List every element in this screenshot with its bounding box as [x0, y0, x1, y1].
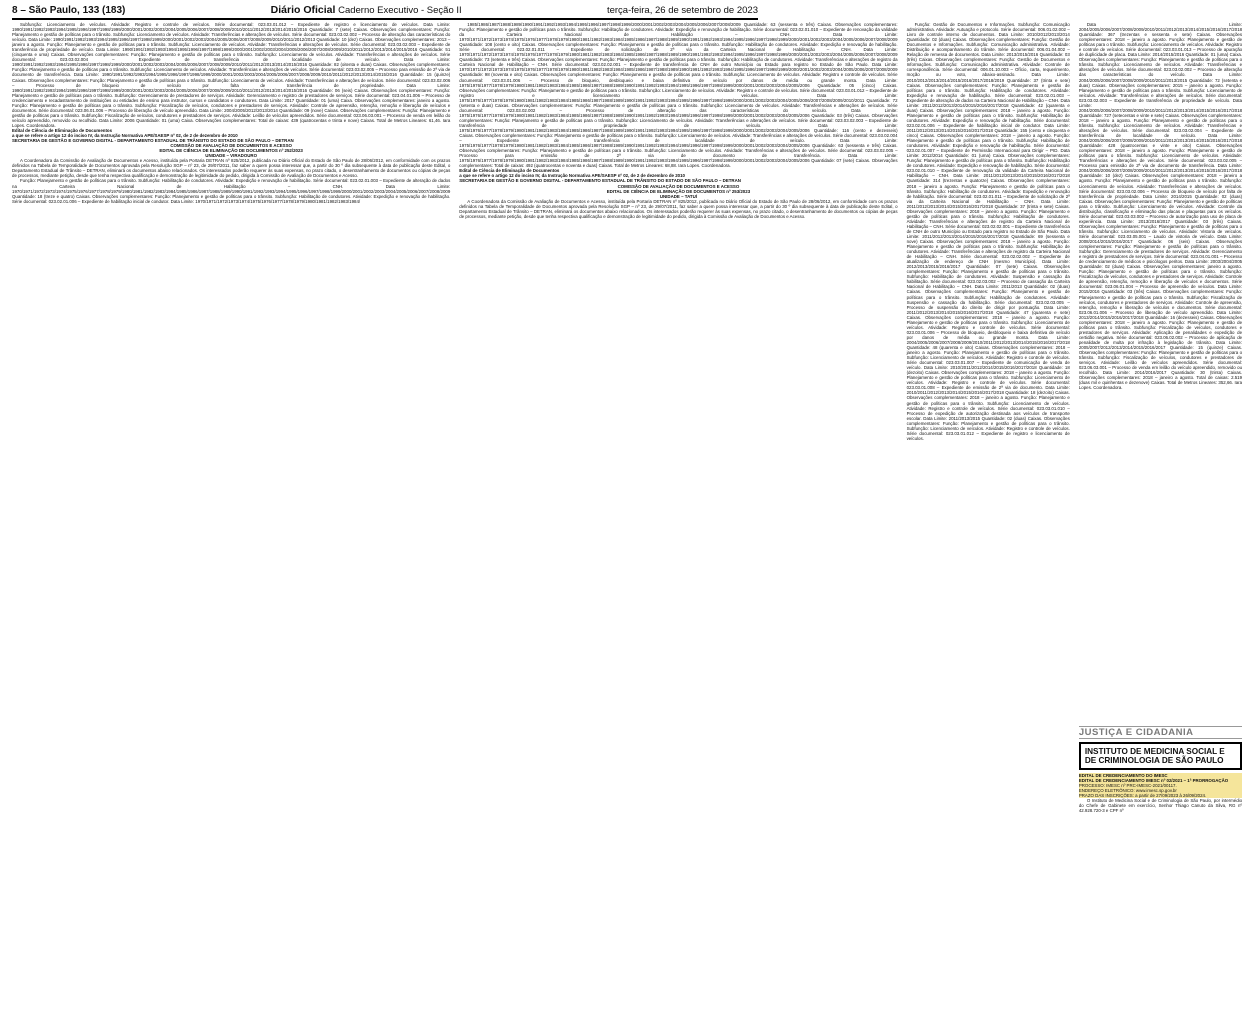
text-block-d: Data Limite: 2004/2005/2006/2007/2008/2009/2010/2011/2012/2013/2014/2015/2016/2017/2018 Quantidade: 367 (trezentas e sessenta e sete) Caixas. Observações complementares: 2018 – janeiro a agosto. Função: Planejamento e gestão de políticas para o trânsito. Subfunção: Licenciamento de veículos. Atividade: Registro e controle de veículos. Série documental: 023.03.01.013 – Processo de apuração de duplicidade de placa. Data Limite: 2014/2015/2016 Quantidade: 01 (uma) Caixa. Observações complementares: Função: Planejamento e gestão de políticas para o trânsito. Subfunção: Licenciamento de veículos. Atividade: Transferências e alterações de veículos. Série documental: 023.03.02.002 – Processo de alteração das características do veículo. Data Limite: 2004/2005/2006/2007/2008/2009/2010/2011/2013/2015 Quantidade: 72 (setenta e duas) Caixas. Observações complementares: 2015 – janeiro a agosto. Função: Planejamento e gestão de políticas para o trânsito. Subfunção: Licenciamento de veículos. Atividade: Transferências e alterações de veículos. Série documental: 023.03.02.003 – Expediente de transferência de propriedade de veículo. Data Limite: 2004/2005/2006/2007/2008/2009/2010/2011/2012/2013/2014/2015/2016/2017/2018 Quantidade: 727 (setecentas e vinte e sete) Caixas. Observações complementares: 2018 – janeiro a agosto. Função: Planejamento e gestão de políticas para o trânsito. Subfunção: Licenciamento de veículos. Atividade: Transferências e alterações de veículos. Série documental: 023.03.02.004 – Expediente de transferência de localidade de veículo. Data Limite: 2004/2005/2006/2007/2008/2009/2010/2011/2012/2013/2014/2015/2016/2017/2018 Quantidade: 428 (quatrocentas e vinte e oito) Caixas. Observações complementares: 2018 – janeiro a agosto. Função: Planejamento e gestão de políticas para o trânsito. Subfunção: Licenciamento de veículos. Atividade: Transferências e alterações de veículos. Série documental: 023.03.02.005 – Processo para emissão de 2ª via de documento de transferência. Data Limite: 2004/2005/2006/2007/2008/2009/2010/2011/2012/2013/2014/2015/2016/2017/2018 Quantidade: 10 (dez) Caixas. Observações complementares: 2018 – janeiro a agosto. Função: Planejamento e gestão de políticas para o trânsito. Subfunção: Licenciamento de veículos. Atividade: Transferências e alterações de veículos. Série documental: 023.03.02.006 – Processo de bloqueio de veículo por falta de transferência de propriedade. Data Limite: 2014/2015 Quantidade: 02 (duas) Caixas. Observações complementares: Função: Planejamento e gestão de políticas para o trânsito. Subfunção: Licenciamento de veículos. Atividade: Controle da distribuição, classificação e eliminação das placas e plaquetas para os veículos. Série documental: 023.03.03.002 – Processo de autorização para uso de placa de experiência. Data Limite: 2013/2016/2017 Quantidade: 03 (três) Caixas. Observações complementares: Função: Planejamento e gestão de políticas para o trânsito. Subfunção: Licenciamento de veículos. Atividade: Vistoria de veículos. Série documental: 023.03.05.001 – Laudo de vistoria de veículo. Data Limite: 2008/2014/2015/2016/2017 Quantidade: 06 (seis) Caixas. Observações complementares: Função: Planejamento e gestão de políticas para o trânsito. Subfunção: Gerenciamento de prestadores de serviços. Atividade: Gerenciamento e registro de prestadores de serviços. Série documental: 023.04.01.001 – Processo de credenciamento de médicos e psicólogos peritos. Data Limite: 2003/2004/2005 Quantidade: 02 (duas) Caixas. Observações complementares: janeiro a agosto. Função: Planejamento e gestão de políticas para o trânsito. Subfunção: Fiscalização de veículos, condutores e prestadores de serviços. Atividade: Controle de apreensão, retenção, remoção e liberação de veículos e documentos. Série documental: 023.06.01.004 – Processo de apreensão de veículos. Data Limite: 2015/2016 Quantidade: 03 (três) Caixas. Observações complementares: Função: Planejamento e gestão de políticas para o trânsito. Subfunção: Fiscalização de veículos, condutores e prestadores de serviços. Atividade: Controle de apreensão, retenção, remoção e liberação de veículos e documentos. Série documental: 023.06.01.006 – Processo de liberação de veículo apreendido. Data Limite: 2013/2014/2015/2016/2017/2018 Quantidade: 16 (dezesseis) Caixas. Observações complementares: 2018 – janeiro a agosto. Função: Planejamento e gestão de políticas para o trânsito. Subfunção: Fiscalização de veículos, condutores e prestadores de serviços. Atividade: Aplicação de penalidades e expedição de certidão negativa. Série documental: 023.06.02.002 – Processo de aplicação de penalidade de multa por infração à legislação de trânsito. Data Limite: 2005/2007/2012/2013/2014/2015/2016/2017 Quantidade: 15 (quinze) Caixas. Observações complementares: Função: Planejamento e gestão de políticas para o trânsito. Subfunção: Fiscalização de veículos, condutores e prestadores de serviços. Atividade: Leilão de veículos apreendidos. Série documental: 023.06.03.001 – Processo de venda em leilão do veículo apreendido, removido ou recolhido. Data Limite: 2014/2016/2017 Quantidade: 30 (trinta) Caixas. Observações complementares: 2018 – janeiro a agosto. Total de caixas: 2.519 (duas mil e quinhentas e dezenove) Caixas. Total de Metros Lineares: 352,66. Iara Lopes. Coordenadora.: [1078, 22, 1242, 391]
imesc-prazo: PRAZO DAS INSCRIÇÕES: a partir de 27/09/2023 à 26/09/2024.: [1079, 793, 1242, 798]
edital-unidade: UNIDADE – VIRADOURO: [205, 153, 257, 159]
journal-name: Diário Oficial: [270, 4, 336, 16]
institute-heading: INSTITUTO DE MEDICINA SOCIAL E DE CRIMINOLOGIA DE SÃO PAULO: [1079, 742, 1242, 770]
section-title-justica: JUSTIÇA E CIDADANIA: [1079, 726, 1242, 739]
edital-secretaria: SECRETARIA DE GESTÃO E GOVERNO DIGITAL - DEPARTAMENTO ESTADUAL DE TRÂNSITO DO ESTADO DE SÃO PAULO – DETRAN: [12, 138, 294, 144]
edital-2-unidade: UNIDADE – TATUÍ: [659, 193, 697, 199]
text-block-c: Função: Gestão de Documentos e Informações. Subfunção: Comunicação administrativa. Atividade: Autuação e protocolo. Série documental: 006.01.02.002 – Livro de controle interno de documentos. Data Limite: 2010/2012/2013/2014 Quantidade: 02 (duas) Caixas. Observações complementares: Função: Gestão de Documentos e Informações. Subfunção: Comunicação administrativa. Atividade: Distribuição e acompanhamento do trâmite. Série documental: 006.01.04.002 – Relação de remessa de documentos. Data Limite: 2013/2015/2016 Quantidade: 03 (três) Caixas. Observações complementares: Função: Gestão de Documentos e Informações. Subfunção: Comunicação administrativa. Atividade: Controle de correspondência. Série documental: 006.01.10.003 – Ofício, carta, requerimento, moção ou voto, abaixo-assinado. Data Limite: 2010/2012/2013/2014/2015/2016/2017/2018/2019 Quantidade: 37 (trinta e sete) Caixas. Observações complementares: Função: Planejamento e gestão de políticas para o trânsito. Subfunção: Habilitação de condutores. Atividade: Expedição e renovação de habilitação. Série documental: 023.02.01.003 – Expediente de alteração de dados na Carteira Nacional de Habilitação – CNH. Data Limite: 2011/2012/2013/2014/2015/2016/2017/2018 Quantidade: 42 (quarenta e duas) Caixas. Observações complementares: 2018 – janeiro a agosto. Função: Planejamento e gestão de políticas para o trânsito. Subfunção: Habilitação de condutores. Atividade: Expedição e renovação de habilitação. Série documental: 023.02.01.006 – Expediente de habilitação inicial de condutor. Data Limite: 2011/2012/2013/2014/2015/2016/2017/2018 Quantidade: 155 (cento e cinquenta e cinco) Caixas. Observações complementares: 2018 – janeiro a agosto. Função: Planejamento e gestão de políticas para o trânsito. Subfunção: Habilitação de condutores. Atividade: Expedição e renovação de habilitação. Série documental: 023.02.01.007 – Expediente de Permissão Internacional para Dirigir – PID. Data Limite: 2012/2014 Quantidade: 01 (uma) Caixa. Observações complementares: Função: Planejamento e gestão de políticas para o trânsito. Subfunção: Habilitação de condutores. Atividade: Expedição e renovação de habilitação. Série documental: 023.02.01.010 – Expediente de renovação da validade da Carteira Nacional de Habilitação – CNH. Data Limite: 2011/2012/2013/2014/2015/2016/2017/2018 Quantidade: 314 (trezentas e quatorze) Caixas. Observações complementares: 2018 – janeiro a agosto. Função: Planejamento e gestão de políticas para o trânsito. Subfunção: Habilitação de condutores. Atividade: Expedição e renovação de habilitação. Série documental: 023.02.01.011 – Expediente de solicitação de 2ª via da Carteira Nacional de Habilitação – CNH. Data Limite: 2011/2012/2013/2014/2015/2016/2017/2018 Quantidade: 37 (trinta e sete) Caixas. Observações complementares: 2018 – janeiro a agosto. Função: Planejamento e gestão de políticas para o trânsito. Subfunção: Habilitação de condutores. Atividade: Transferências e alterações de registro da Carteira Nacional de Habilitação – CNH. Série documental: 023.02.02.001 – Expediente de transferência de CNH de outro Município ou Estado para registro no Estado de São Paulo. Data Limite: 2011/2012/2013/2014/2015/2016/2017/2018 Quantidade: 69 (sessenta e nove) Caixas. Observações complementares: 2018 – janeiro a agosto. Função: Planejamento e gestão de políticas para o trânsito. Subfunção: Habilitação de condutores. Atividade: Transferências e alterações de registro da Carteira Nacional de Habilitação – CNH. Série documental: 023.02.02.002 – Expediente de atualização de endereço de CNH (mesmo Município). Data Limite: 2012/2013/2015/2016/2017 Quantidade: 07 (sete) Caixas. Observações complementares: Função: Planejamento e gestão de políticas para o trânsito. Subfunção: Habilitação de condutores. Atividade: Suspensão e cassação da habilitação. Série documental: 023.02.03.002 – Processo de cassação da Carteira Nacional de Habilitação – CNH. Data Limite: 2011/2013 Quantidade: 02 (duas) Caixas. Observações complementares: Função: Planejamento e gestão de políticas para o trânsito. Subfunção: Habilitação de condutores. Atividade: Suspensão e cassação da habilitação. Série documental: 023.02.03.005 – Processo de suspensão do direito de dirigir por pontuação. Data Limite: 2011/2012/2013/2014/2015/2016/2017/2018 Quantidade: 47 (quarenta e sete) Caixas. Observações complementares: 2018 – janeiro a agosto. Função: Planejamento e gestão de políticas para o trânsito. Subfunção: Licenciamento de veículos. Atividade: Registro e controle de veículos. Série documental: 023.03.01.006 – Processo de bloqueio, desbloqueio e baixa definitiva de veículo por danos de média ou grande monta. Data Limite: 2004/2005/2006/2007/2008/2009/2010/2011/2012/2013/2014/2015/2016/2017/2018 Quantidade: 48 (quarenta e oito) Caixas. Observações complementares: 2018 – janeiro a agosto. Função: Planejamento e gestão de políticas para o trânsito. Subfunção: Licenciamento de veículos. Atividade: Registro e controle de veículos. Série documental: 023.03.01.007 – Expediente de comunicação de venda de veículo. Data Limite: 2010/2011/2012/2014/2015/2016/2017/2018 Quantidade: 18 (dezoito) Caixas. Observações complementares: 2018 – janeiro a agosto. Função: Planejamento e gestão de políticas para o trânsito. Subfunção: Licenciamento de veículos. Atividade: Registro e controle de veículos. Série documental: 023.03.01.008 – Expediente de emissão de 2ª via de documento. Data Limite: 2010/2011/2012/2013/2014/2015/2016/2017/2018 Quantidade: 18 (dezoito) Caixas. Observações complementares: 2018 – janeiro a agosto. Função: Planejamento e gestão de políticas para o trânsito. Subfunção: Licenciamento de veículos. Atividade: Registro e controle de veículos. Série documental: 023.03.01.010 – Processo de expedição de autorização destinada aos veículos de transporte escolar. Data Limite: 2011/2013/2015 Quantidade: 02 (duas) Caixas. Observações complementares: Função: Planejamento e gestão de políticas para o trânsito. Subfunção: Licenciamento de veículos. Atividade: Registro e controle de veículos. Série documental: 023.03.01.012 – Expediente de registro e licenciamento de veículos.: [906, 22, 1070, 441]
edital-subtitle: a que se refere o artigo 12 do inciso IV, da Instrução Normativa APE/SAESP nº 02, de 2 de dezembro de 2010: [12, 133, 238, 139]
edital-2-commission: COMISSÃO DE AVALIAÇÃO DE DOCUMENTOS E ACESSO: [617, 183, 740, 189]
edital-2-secretaria: SECRETARIA DE GESTÃO E GOVERNO DIGITAL - DEPARTAMENTO ESTADUAL DE TRÂNSITO DO ESTADO DE SÃO PAULO – DETRAN: [459, 178, 741, 184]
page-info: [12, 5, 125, 16]
edital-2-subtitle: a que se refere o artigo 12 do inciso IV, da Instrução Normativa APE/SAESP nº 02, de 2 de dezembro de 2010: [459, 173, 685, 179]
column-3: [907, 22, 1070, 1022]
edital-title: Edital de Ciência de Eliminação de Documentos: [12, 127, 113, 133]
column-2: [459, 22, 897, 1022]
column-4: [1079, 22, 1242, 1022]
text-block-b: 1985/1986/1987/1988/1989/1990/1991/1992/1993/1994/1995/1996/1997/1998/1999/2000/2001/2002/2003/2004/2005/2006/2007/2008/2009 Quantidade: 63 (sessenta e três) Caixas. Observações complementares: Função: Planejamento e gestão de políticas para o trânsito. Subfunção: Habilitação de condutores. Atividade: Expedição e renovação de habilitação. Série documental: 023.02.01.010 – Expediente de renovação da validade da Carteira Nacional de Habilitação – CNH. Data Limite: 1970/1971/1972/1973/1974/1975/1976/1977/1978/1979/1980/1981/1982/1983/1984/1985/1986/1987/1988/1989/1990/1991/1992/1993/1994/1995/1996/1997/1998/1999/2000/2001/2002/2003/2004/2005/2006/2007/2008/2009 Quantidade: 108 (cento e oito) Caixas. Observações complementares: Função: Planejamento e gestão de políticas para o trânsito. Subfunção: Habilitação de condutores. Atividade: Expedição e renovação de habilitação. Série documental: 023.02.01.011 – Expediente de solicitação de 2ª via da Carteira Nacional de Habilitação – CNH. Data Limite: 1970/1971/1972/1973/1974/1975/1976/1977/1978/1979/1980/1981/1982/1983/1984/1985/1986/1987/1988/1989/1990/1991/1992/1993/1994/1995/1996/1997/1998/1999/2000/2001/2002/2003/2004/2005/2006/2007/2008/2009 Quantidade: 73 (setenta e três) Caixas. Observações complementares: Função: Planejamento e gestão de políticas para o trânsito. Subfunção: Habilitação de condutores. Atividade: Transferências e alterações de registro da Carteira Nacional de Habilitação – CNH. Série documental: 023.02.02.001 – Expediente de transferência de CNH de outro Município ou Estado para registro no Estado de São Paulo. Data Limite: 1970/1971/1972/1973/1974/1975/1976/1977/1978/1979/1980/1981/1982/1983/1984/1985/1986/1987/1988/1989/1990/1991/1992/1993/1994/1995/1996/1997/1998/1999/2000/2001/2002/2003/2004/2005/2006/2007/2008/2009 Quantidade: 98 (noventa e oito) Caixas. Observações complementares: Função: Planejamento e gestão de políticas para o trânsito. Subfunção: Licenciamento de veículos. Atividade: Registro e controle de veículos. Série documental: 023.03.01.006 – Processo de bloqueio, desbloqueio e baixa definitiva de veículo por danos de média ou grande monta. Data Limite: 1975/1976/1977/1978/1979/1980/1981/1982/1983/1984/1985/1986/1987/1988/1989/1990/1991/1992/1993/1994/1995/1996/1997/1998/1999/2000/2001/2002/2003/2004/2005/2006 Quantidade: 05 (cinco) Caixas. Observações complementares: Função: Planejamento e gestão de políticas para o trânsito. Subfunção: Licenciamento de veículos. Atividade: Registro e controle de veículos. Série documental: 023.03.01.012 – Expediente de registro e licenciamento de veículos. Data Limite: 1975/1976/1977/1978/1979/1980/1981/1982/1983/1984/1985/1986/1987/1988/1989/1990/1991/1992/1993/1994/1995/1996/1997/1998/1999/2000/2001/2002/2003/2004/2005/2006/2007/2008/2009/2010/2011 Quantidade: 72 (setenta e duas) Caixas. Observações complementares: Função: Planejamento e gestão de políticas para o trânsito. Subfunção: Licenciamento de veículos. Atividade: Transferências e alterações de veículos. Série documental: 023.03.02.002 – Processo de alteração das características do veículo. Data Limite: 1975/1976/1977/1978/1979/1980/1981/1982/1983/1984/1985/1986/1987/1988/1989/1990/1991/1992/1993/1994/1995/1996/1997/1998/1999/2000/2001/2002/2003/2004/2005/2006 Quantidade: 03 (três) Caixas. Observações complementares: Função: Planejamento e gestão de políticas para o trânsito. Subfunção: Licenciamento de veículos. Atividade: Transferências e alterações de veículos. Série documental: 023.03.02.003 – Expediente de transferência de propriedade de veículo. Data Limite: 1975/1976/1977/1978/1979/1980/1981/1982/1983/1984/1985/1986/1987/1988/1989/1990/1991/1992/1993/1994/1995/1996/1997/1998/1999/2000/2001/2002/2003/2004/2005/2006 Quantidade: 116 (cento e dezesseis) Caixas. Observações complementares: Função: Planejamento e gestão de políticas para o trânsito. Subfunção: Licenciamento de veículos. Atividade: Transferências e alterações de veículos. Série documental: 023.03.02.004 – Expediente de transferência de localidade de veículo. Data Limite: 1975/1976/1977/1978/1979/1980/1981/1982/1983/1984/1985/1986/1987/1988/1989/1990/1991/1992/1993/1994/1995/1996/1997/1998/1999/2000/2001/2002/2003/2004/2005/2006 Quantidade: 63 (sessenta e três) Caixas. Observações complementares: Função: Planejamento e gestão de políticas para o trânsito. Subfunção: Licenciamento de veículos. Atividade: Transferências e alterações de veículos. Série documental: 023.03.02.005 – Processo para emissão de 2ª via de documento de transferência. Data Limite: 1975/1976/1977/1978/1979/1980/1981/1982/1983/1984/1985/1986/1987/1988/1989/1990/1991/1992/1993/1994/1995/1996/1997/1998/1999/2000/2001/2002/2003/2004/2005/2006 Quantidade: 07 (sete) Caixas. Observações complementares: Total de caixas: 492 (quatrocentas e noventa e duas) Caixas. Total de Metros Lineares: 68,88. Iara Lopes. Coordenadora.: [459, 22, 898, 169]
column-1: [12, 22, 450, 1022]
imesc-edital-line: EDITAL DE CREDENCIAMENTO IMESC nº 02/2021 – 1ª PRORROGAÇÃO: [1079, 778, 1242, 783]
edital-body-tail: Função: Planejamento e gestão de políticas para o trânsito. Subfunção: Habilitação de condutores. Atividade: Expedição e renovação de habilitação. Série documental: 023.02.01.003 – Expediente de alteração de dados na Carteira Nacional de Habilitação – CNH. Data Limite: 1970/1971/1972/1973/1974/1975/1976/1977/1978/1979/1980/1981/1982/1983/1984/1985/1986/1987/1988/1989/1990/1991/1992/1993/1994/1995/1996/1997/1998/1999/2000/2001/2002/2003/2004/2005/2006/2007/2008/2009 Quantidade: 18 (treze e quatro) Caixas. Observações complementares: Função: Planejamento e gestão de políticas para o trânsito. Subfunção: Habilitação de condutores. Atividade: Expedição e renovação de habilitação. Série documental: 023.02.01.006 – Expediente de habilitação inicial de condutor. Data Limite: 1970/1971/1972/1973/1974/1975/1976/1977/1978/1979/1980/1981/1982/1983/1984/: [12, 178, 451, 204]
text-block-a: Subfunção: Licenciamento de veículos. Atividade: Registro e controle de veículos. Série documental: 023.03.01.012 – Expediente de registro e licenciamento de veículos. Data Limite: 1990/1991/1992/1993/1994/1995/1996/1997/1998/1999/2000/2001/2002/2003/2004/2005/2006/2007/2008/2009/2010/2011/2012/2013/2014/2015/2016 Quantidade: 7 (sete) Caixas. Observações complementares: Função: Planejamento e gestão de políticas para o trânsito. Subfunção: Licenciamento de veículos. Atividade: Transferências e alterações de veículos. Série documental: 023.03.02.002 – Processo de alteração das características do veículo. Data Limite: 1990/1991/1992/1993/1994/1995/1996/1997/1998/1999/2000/2001/2002/2003/2004/2005/2006/2007/2008/2009/2010/2011/2012/2013 Quantidade: 10 (dez) Caixas. Observações complementares: 2013 – janeiro a agosto. Função: Planejamento e gestão de políticas para o trânsito. Subfunção: Licenciamento de veículos. Atividade: Transferências e alterações de veículos. Série documental: 023.03.02.003 – Expediente de transferência de propriedade de veículo. Data Limite: 1990/1991/1992/1993/1994/1995/1996/1997/1998/1999/2000/2001/2002/2003/2004/2005/2006/2007/2008/2009/2010/2011/2012/2013/2014/2015/2016 Quantidade: 51 (cinquenta e uma) Caixas. Observações complementares: Função: Planejamento e gestão de políticas para o trânsito. Subfunção: Licenciamento de veículos. Atividade: Transferências e alterações de veículos. Série documental: 023.03.02.004 – Expediente de transferência de localidade de veículo. Data Limite: 1990/1991/1992/1993/1994/1995/1996/1997/1998/1999/2000/2001/2002/2003/2004/2005/2006/2007/2008/2009/2010/2011/2012/2013/2014/2015/2016 Quantidade: 82 (oitenta e duas) Caixas. Observações complementares: Função: Planejamento e gestão de políticas para o trânsito. Subfunção: Licenciamento de veículos. Atividade: Transferências e alterações de veículos. Série documental: 023.03.02.005 – Processo para emissão de 2ª via de documento de transferência. Data Limite: 1990/1991/1992/1993/1994/1995/1996/1997/1998/1999/2000/2001/2002/2003/2004/2005/2006/2007/2008/2009/2010/2011/2012/2013/2014/2015/2016 Quantidade: 15 (quinze) Caixas. Observações complementares: Função: Planejamento e gestão de políticas para o trânsito. Subfunção: Licenciamento de veículos. Atividade: Transferências e alterações de veículos. Série documental: 023.03.02.006 – Processo de bloqueio de veículo por falta de transferência de propriedade. Data Limite: 1990/1991/1992/1993/1994/1995/1996/1997/1998/1999/2000/2001/2002/2003/2004/2005/2006/2007/2008/2009/2010/2011/2012/2013/2014/2015/2016 Quantidade: 06 (seis) Caixas. Observações complementares: Função: Planejamento e gestão de políticas para o trânsito. Subfunção: Gerenciamento de prestadores de serviços. Atividade: Gerenciamento e registro de prestadores de serviços. Série documental: 023.04.01.006 – Processo de credenciamento e recadastramento de instituições ou entidades de ensino para instrutor, cursos e candidatos e condutores. Data Limite: 2017 Quantidade: 01 (uma) Caixa. Observações complementares: janeiro a agosto. Função: Planejamento e gestão de políticas para o trânsito. Subfunção: Fiscalização de veículos, condutores e prestadores de serviços. Atividade: Controle de apreensão, retenção, remoção e liberação de veículos e documentos. Série documental: 023.06.01.006 – Processo de liberação de veículo apreendido. Data Limite: 2004/2005/2012/2013/2014 Quantidade: 09 (nove) Caixas. Observações complementares: Função: Planejamento e gestão de políticas para o trânsito. Subfunção: Fiscalização de veículos, condutores e prestadores de serviços. Atividade: Leilão de veículos apreendidos. Série documental: 023.06.03.001 – Processo de venda em leilão do veículo apreendido, removido ou recolhido. Data Limite: 2006 Quantidade: 01 (uma) Caixa. Observações complementares: Total de caixas: 439 (quatrocentas e trinta e nove) Caixas. Total de Metros Lineares: 61,46. Iara Lopes. Coordenadora.: [12, 22, 451, 128]
edital-body: A Coordenadora da Comissão de Avaliação de Documentos e Acesso, instituída pela Portaria DETRAN nº 825/2012, publicada no Diário Oficial do Estado de São Paulo de 28/06/2012, em conformidade com os prazos definidos na Tabela de Temporalidade de Documentos aprovada pela Resolução SGP – nº 23, de 29/07/2011, faz saber a quem possa interessar que, a partir do 30 º dia subsequente à data de publicação deste Edital, o Departamento Estadual de Trânsito – DETRAN, eliminará os documentos abaixo relacionados. Os interessados poderão requerer às suas expensas, no prazo citado, o desentranhamento de documentos ou cópias de peças de processos, mediante petição, desde que tenha respectiva qualificação e demonstração de legitimidade do pedido, dirigida à Comissão de Avaliação de Documentos e Acesso.: [12, 158, 451, 179]
edital-number: EDITAL DE CIÊNCIA DE ELIMINAÇÃO DE DOCUMENTOS nº 252/2023: [159, 148, 303, 154]
columns: [12, 22, 1242, 1022]
edital-2-number: EDITAL DE CIÊNCIA DE ELIMINAÇÃO DE DOCUMENTOS nº 253/2023: [606, 188, 751, 194]
publication-date: terça-feira, 26 de setembro de 2023: [606, 4, 758, 16]
imesc-endereco: ENDEREÇO ELETRÔNICO: www.imesc.sp.gov.br: [1079, 788, 1242, 793]
column-4-body: [1079, 22, 1242, 722]
imesc-edital-title: EDITAL DE CREDENCIAMENTO DO IMESC: [1079, 773, 1242, 778]
imesc-processo: PROCESSO: IMESC nº PRC-IMESC-2021/00117.: [1079, 783, 1242, 788]
page-header: [12, 2, 758, 20]
edital-2-title: Edital de Ciência de Eliminação de Documentos: [459, 168, 560, 174]
page-info-text: 8 – São Paulo, 133 (183): [12, 4, 126, 16]
journal-title: [271, 4, 462, 16]
journal-section: Caderno Executivo - Seção II: [338, 5, 462, 16]
imesc-body: O Instituto de Medicina Social e de Criminologia de São Paulo, por intermédio do Chefe de Gabinete em exercício, Senhor Thiago Canuto da Silva, RG nº 42.928.720-3 e CPF nº: [1078, 798, 1242, 814]
edital-2-body: A Coordenadora da Comissão de Avaliação de Documentos e Acesso, instituída pela Portaria DETRAN nº 825/2012, publicada no Diário Oficial do Estado de São Paulo de 28/06/2012, em conformidade com os prazos definidos na Tabela de Temporalidade de Documentos aprovada pela Resolução SGP – nº 23, de 29/07/2011, faz saber a quem possa interessar que, a partir do 30 º dia subsequente à data de publicação deste Edital, o Departamento Estadual de Trânsito – DETRAN, eliminará os documentos abaixo relacionados. Os interessados poderão requerer às suas expensas, no prazo citado, o desentranhamento de documentos ou cópias de peças de processos, mediante petição, desde que tenha respectiva qualificação e demonstração de legitimidade do pedido, dirigida à Comissão de Avaliação de Documentos e Acesso.: [459, 198, 898, 219]
edital-commission: COMISSÃO DE AVALIAÇÃO DE DOCUMENTOS E ACESSO: [170, 143, 292, 149]
